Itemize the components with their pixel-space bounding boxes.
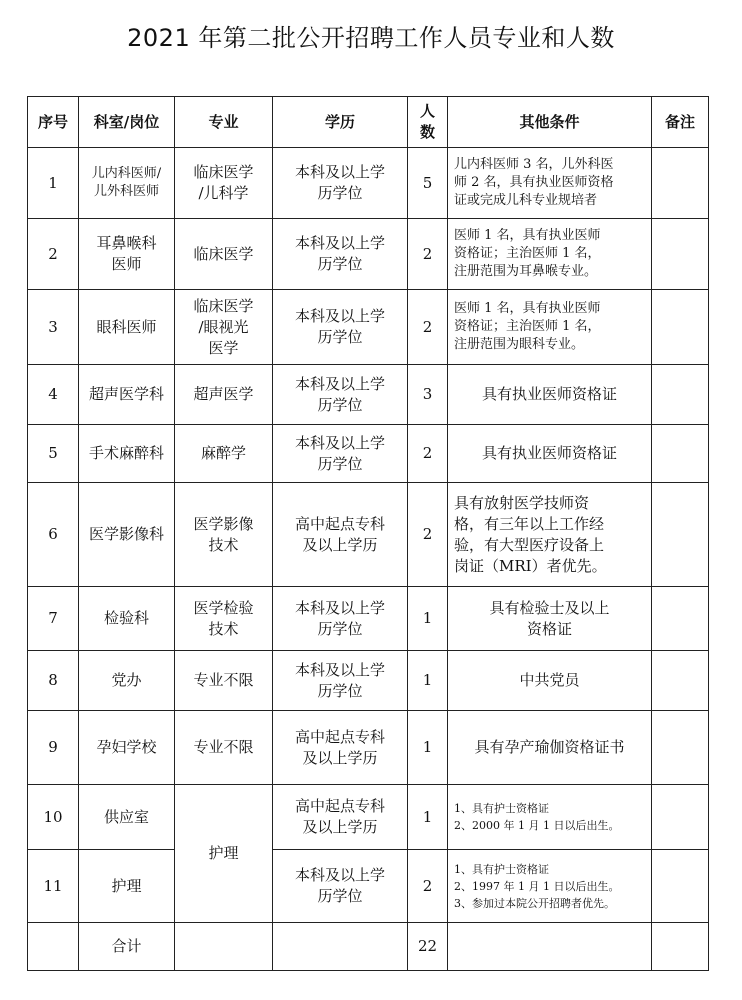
row-edu: 本科及以上学 历学位 [273, 587, 408, 651]
table-row [28, 587, 709, 651]
row-edu: 本科及以上学 历学位 [273, 425, 408, 483]
row-remark [652, 711, 709, 785]
row-count: 1 [408, 711, 448, 785]
row-major: 临床医学 /儿科学 [175, 148, 273, 219]
row-dept: 检验科 [79, 587, 175, 651]
table-row [28, 785, 709, 850]
table-row [28, 365, 709, 425]
header-edu: 学历 [273, 97, 408, 148]
total-no [28, 923, 79, 971]
row-major: 专业不限 [175, 651, 273, 711]
total-label: 合计 [79, 923, 175, 971]
row-no: 10 [28, 785, 79, 850]
row-edu: 本科及以上学 历学位 [273, 219, 408, 290]
row-count: 1 [408, 651, 448, 711]
row-major: 超声医学 [175, 365, 273, 425]
row-major: 临床医学 [175, 219, 273, 290]
row-major: 医学影像 技术 [175, 483, 273, 587]
row-count: 2 [408, 850, 448, 923]
row-dept: 孕妇学校 [79, 711, 175, 785]
row-count: 2 [408, 290, 448, 365]
row-cond: 儿内科医师 3 名，儿外科医 师 2 名，具有执业医师资格 证或完成儿科专业规培者 [448, 148, 652, 219]
row-count: 2 [408, 219, 448, 290]
table-row [28, 148, 709, 219]
row-remark [652, 219, 709, 290]
row-no: 3 [28, 290, 79, 365]
row-count: 1 [408, 587, 448, 651]
total-remark [652, 923, 709, 971]
row-no: 4 [28, 365, 79, 425]
table-row [28, 425, 709, 483]
table-row [28, 483, 709, 587]
row-no: 1 [28, 148, 79, 219]
row-dept: 手术麻醉科 [79, 425, 175, 483]
header-dept: 科室/岗位 [79, 97, 175, 148]
row-remark [652, 425, 709, 483]
row-cond: 中共党员 [448, 651, 652, 711]
table-row [28, 711, 709, 785]
row-dept: 供应室 [79, 785, 175, 850]
total-cond [448, 923, 652, 971]
header-row [28, 97, 709, 148]
row-edu: 本科及以上学 历学位 [273, 651, 408, 711]
row-major: 临床医学 /眼视光 医学 [175, 290, 273, 365]
row-remark [652, 587, 709, 651]
row-no: 9 [28, 711, 79, 785]
row-cond: 1、具有护士资格证 2、1997 年 1 月 1 日以后出生。 3、参加过本院公开招聘者优先。 [448, 850, 652, 923]
row-cond: 医师 1 名，具有执业医师 资格证；主治医师 1 名， 注册范围为耳鼻喉专业。 [448, 219, 652, 290]
total-row [28, 923, 709, 971]
row-edu: 高中起点专科 及以上学历 [273, 711, 408, 785]
row-no: 7 [28, 587, 79, 651]
row-edu: 本科及以上学 历学位 [273, 290, 408, 365]
header-remark: 备注 [652, 97, 709, 148]
total-major [175, 923, 273, 971]
row-dept: 护理 [79, 850, 175, 923]
table-row [28, 651, 709, 711]
row-count: 5 [408, 148, 448, 219]
row-edu: 高中起点专科 及以上学历 [273, 483, 408, 587]
row-cond: 具有孕产瑜伽资格证书 [448, 711, 652, 785]
total-count: 22 [408, 923, 448, 971]
row-cond: 1、具有护士资格证 2、2000 年 1 月 1 日以后出生。 [448, 785, 652, 850]
row-remark [652, 365, 709, 425]
table-row [28, 290, 709, 365]
row-major: 麻醉学 [175, 425, 273, 483]
row-major: 护理 [175, 785, 273, 923]
row-count: 1 [408, 785, 448, 850]
row-remark [652, 290, 709, 365]
row-no: 5 [28, 425, 79, 483]
row-edu: 本科及以上学 历学位 [273, 850, 408, 923]
row-remark [652, 651, 709, 711]
row-dept: 党办 [79, 651, 175, 711]
row-dept: 耳鼻喉科 医师 [79, 219, 175, 290]
row-no: 6 [28, 483, 79, 587]
row-edu: 高中起点专科 及以上学历 [273, 785, 408, 850]
page-title: 2021 年第二批公开招聘工作人员专业和人数 [127, 24, 615, 52]
header-no: 序号 [28, 97, 79, 148]
row-no: 2 [28, 219, 79, 290]
row-edu: 本科及以上学 历学位 [273, 148, 408, 219]
row-major: 专业不限 [175, 711, 273, 785]
header-major: 专业 [175, 97, 273, 148]
row-remark [652, 785, 709, 850]
header-count: 人 数 [408, 97, 448, 148]
row-cond: 具有放射医学技师资 格，有三年以上工作经 验，有大型医疗设备上 岗证（MRI）者优先。 [448, 483, 652, 587]
total-edu [273, 923, 408, 971]
table-row [28, 219, 709, 290]
table-row [28, 850, 709, 923]
row-remark [652, 483, 709, 587]
recruitment-table [27, 96, 709, 971]
row-no: 11 [28, 850, 79, 923]
row-no: 8 [28, 651, 79, 711]
row-cond: 医师 1 名，具有执业医师 资格证；主治医师 1 名， 注册范围为眼科专业。 [448, 290, 652, 365]
row-cond: 具有执业医师资格证 [448, 425, 652, 483]
row-edu: 本科及以上学 历学位 [273, 365, 408, 425]
row-dept: 超声医学科 [79, 365, 175, 425]
row-remark [652, 850, 709, 923]
row-count: 2 [408, 483, 448, 587]
row-cond: 具有执业医师资格证 [448, 365, 652, 425]
row-dept: 医学影像科 [79, 483, 175, 587]
row-dept: 眼科医师 [79, 290, 175, 365]
row-dept: 儿内科医师/ 儿外科医师 [79, 148, 175, 219]
row-count: 2 [408, 425, 448, 483]
row-major: 医学检验 技术 [175, 587, 273, 651]
row-remark [652, 148, 709, 219]
row-cond: 具有检验士及以上 资格证 [448, 587, 652, 651]
row-count: 3 [408, 365, 448, 425]
header-cond: 其他条件 [448, 97, 652, 148]
